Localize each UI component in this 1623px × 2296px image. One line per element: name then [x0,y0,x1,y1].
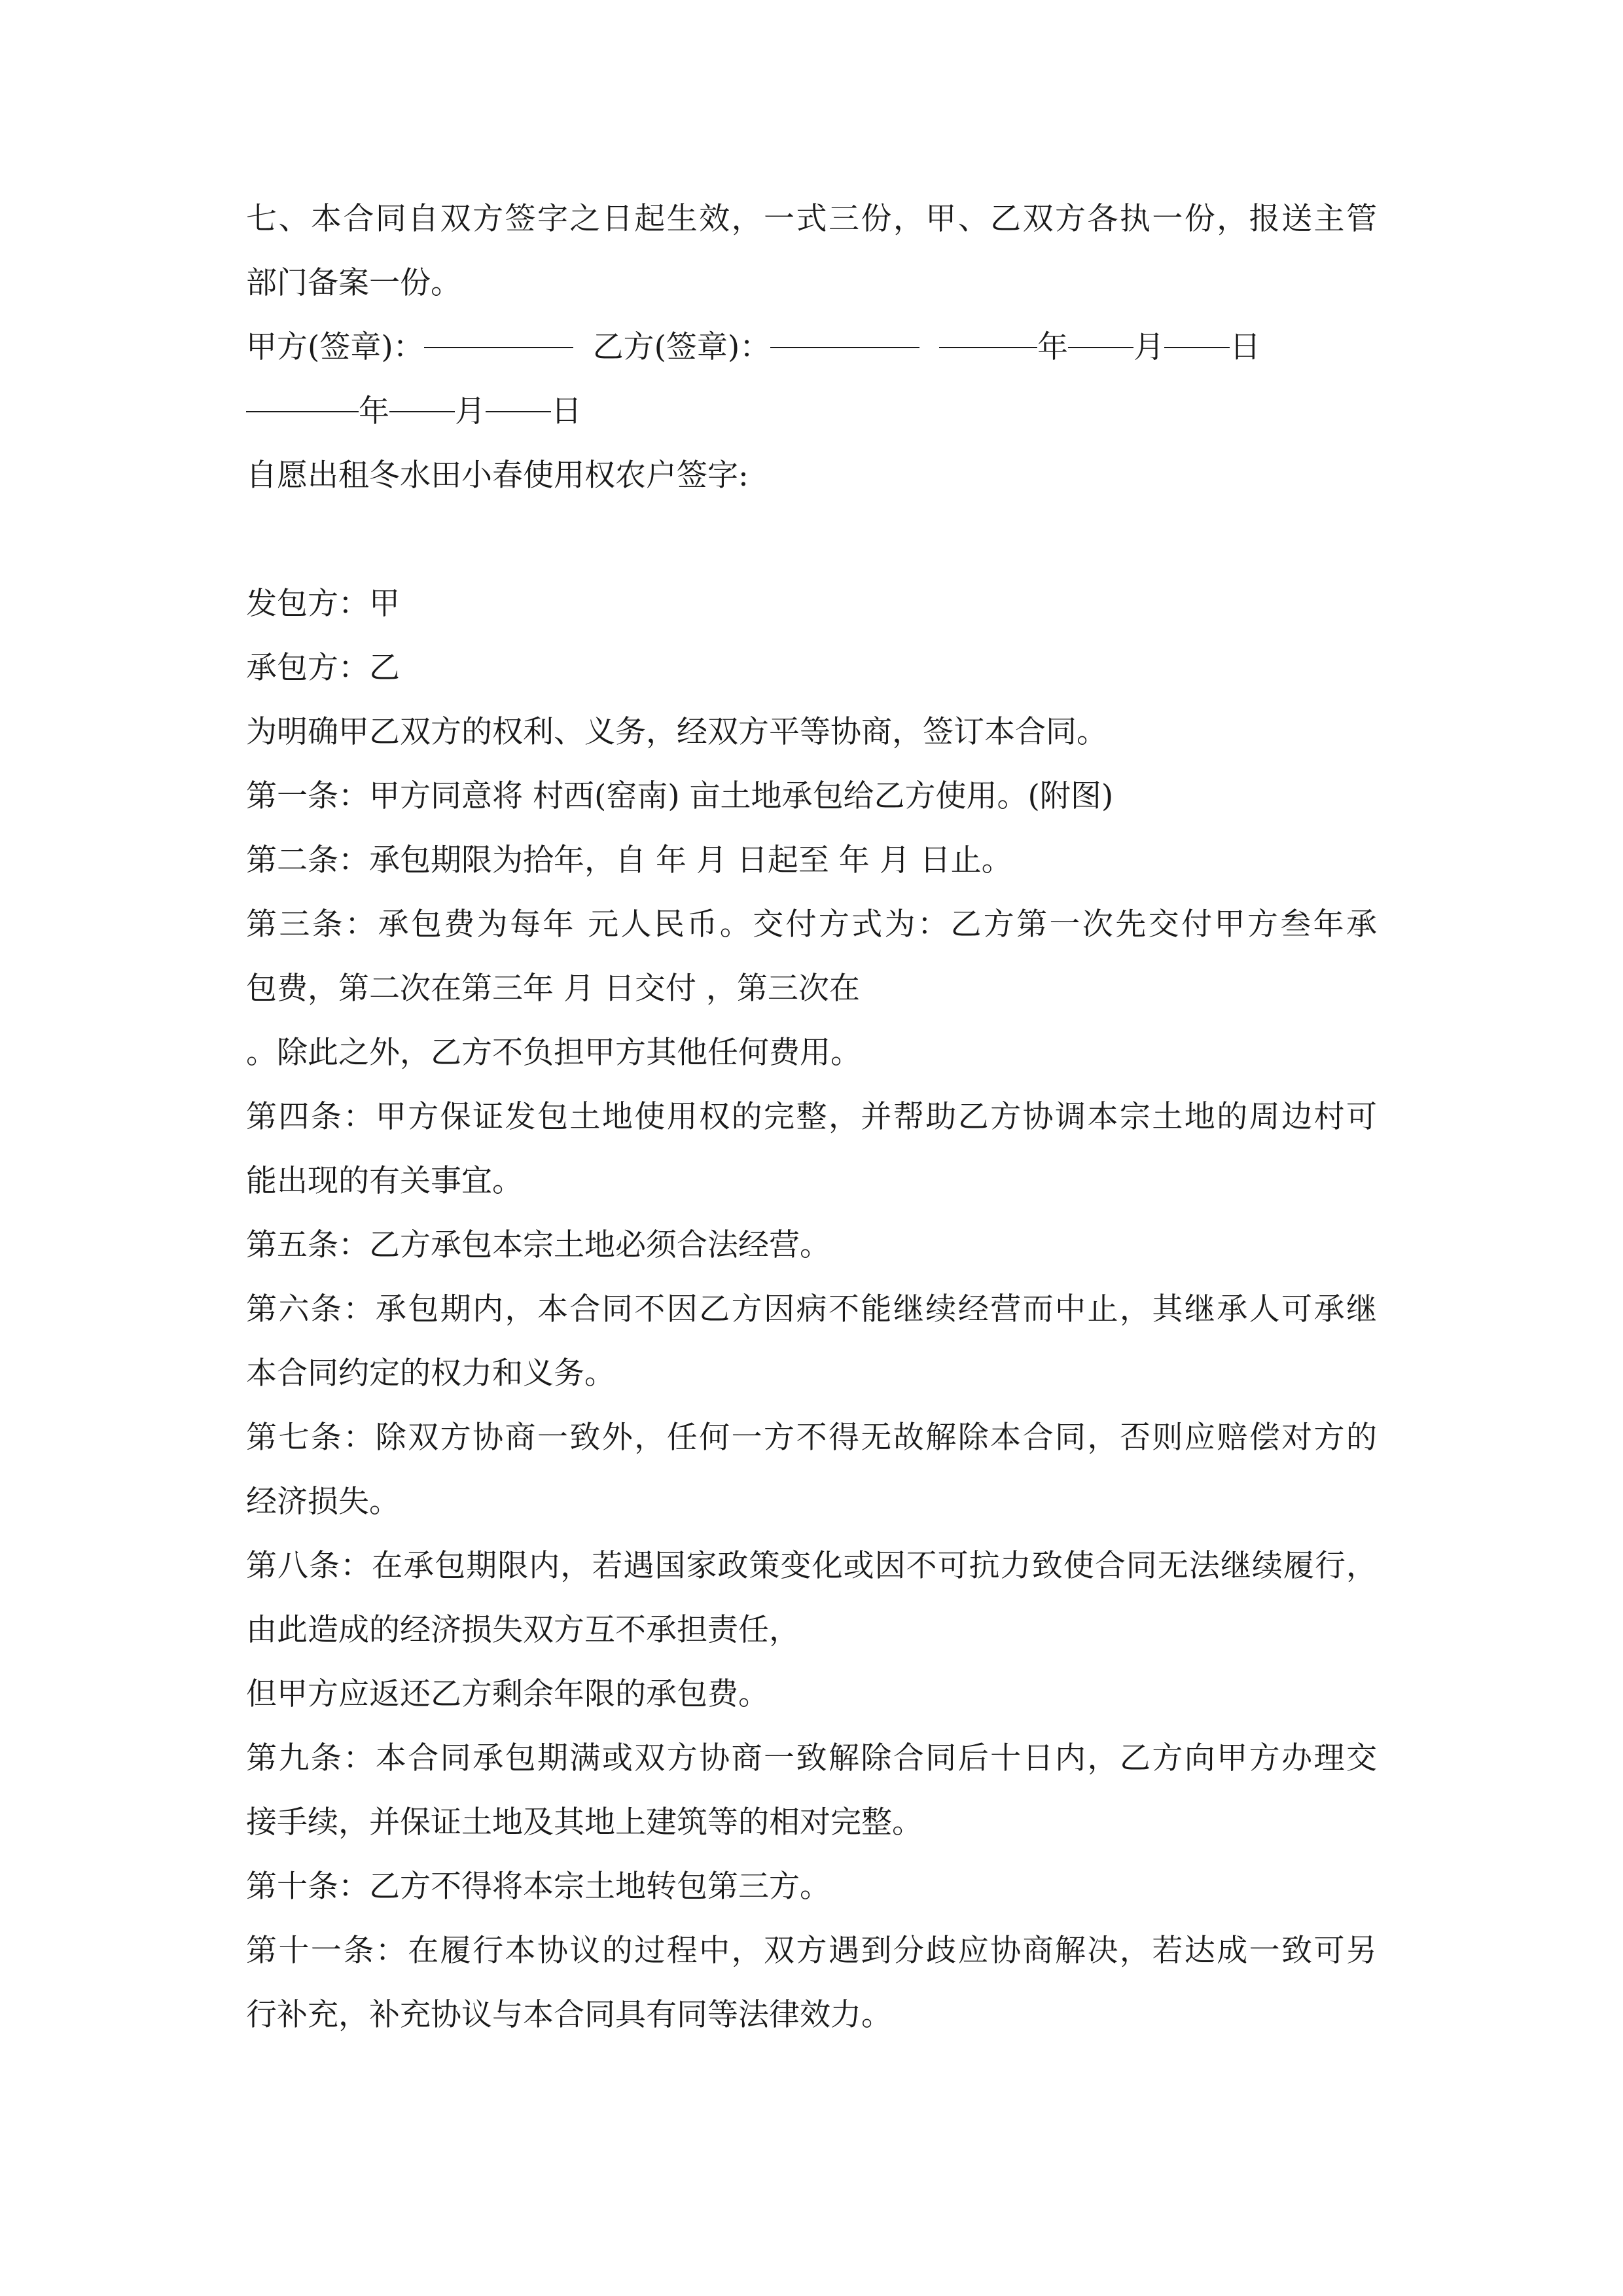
article-3-line2: 包费，第二次在第三年 月 日交付 ，第三次在 [246,971,860,1007]
article-7-line1: 第七条：除双方协商一致外，任何一方不得无故解除本合同，否则应赔偿对方的 [246,1420,1377,1456]
date2-year-label: 年 [359,393,389,429]
clause-seven-line2: 部门备案一份。 [246,265,461,301]
article-11-line2: 行补充，补充协议与本合同具有同等法律效力。 [246,1997,892,2033]
date-month-blank [1068,346,1133,348]
article-10: 第十条：乙方不得将本宗土地转包第三方。 [246,1869,830,1905]
party-a-sign-label: 甲方(签章)： [246,329,424,365]
article-6-line1: 第六条：承包期内，本合同不因乙方因病不能继续经营而中止，其继承人可承继 [246,1291,1377,1327]
date-month-label: 月 [1133,329,1165,365]
article-4-line1: 第四条：甲方保证发包土地使用权的完整，并帮助乙方协调本宗土地的周边村可 [246,1099,1377,1135]
date-year-blank [939,346,1037,348]
farmers-sign-label: 自愿出租冬水田小春使用权农户签字: [246,457,749,493]
article-6-line2: 本合同约定的权力和义务。 [246,1355,615,1391]
article-7-line2: 经济损失。 [246,1484,400,1520]
article-9-line1: 第九条：本合同承包期满或双方协商一致解除合同后十日内，乙方向甲方办理交 [246,1740,1377,1776]
date-year-label: 年 [1037,329,1069,365]
second-date-row [246,389,1377,435]
date2-month-blank [389,410,455,412]
clause-seven-line1: 七、本合同自双方签字之日起生效，一式三份，甲、乙双方各执一份，报送主管 [246,201,1377,237]
article-3-line1: 第三条：承包费为每年 元人民币。交付方式为：乙方第一次先交付甲方叁年承 [246,906,1377,942]
article-5: 第五条：乙方承包本宗土地必须合法经营。 [246,1227,830,1263]
date2-day-label: 日 [551,393,582,429]
date2-month-label: 月 [455,393,486,429]
article-9-line2: 接手续，并保证土地及其地上建筑等的相对完整。 [246,1804,923,1840]
date-day-blank [1164,346,1230,348]
article-1: 第一条：甲方同意将 村西(窑南) 亩土地承包给乙方使用。(附图) [246,778,1114,814]
contractor-line: 承包方：乙 [246,650,400,686]
article-11-line1: 第十一条：在履行本协议的过程中，双方遇到分歧应协商解决，若达成一致可另 [246,1933,1377,1969]
article-2: 第二条：承包期限为拾年，自 年 月 日起至 年 月 日止。 [246,842,1012,878]
article-8-line1: 第八条：在承包期限内，若遇国家政策变化或因不可抗力致使合同无法继续履行， [246,1548,1377,1584]
issuer-line: 发包方：甲 [246,586,400,622]
party-a-sign-blank [424,346,573,348]
article-8-line3: 但甲方应返还乙方剩余年限的承包费。 [246,1676,769,1712]
date-day-label: 日 [1230,329,1261,365]
article-4-line2: 能出现的有关事宜。 [246,1163,523,1199]
date2-day-blank [486,410,551,412]
preamble-line: 为明确甲乙双方的权利、义务，经双方平等协商，签订本合同。 [246,714,1107,750]
party-b-sign-label: 乙方(签章)： [592,329,771,365]
date2-year-blank [246,410,359,412]
article-8-line2: 由此造成的经济损失双方互不承担责任， [246,1612,800,1648]
article-3-line3: 。除此之外，乙方不负担甲方其他任何费用。 [246,1035,861,1071]
signature-row [246,325,1377,370]
party-b-sign-blank [770,346,919,348]
